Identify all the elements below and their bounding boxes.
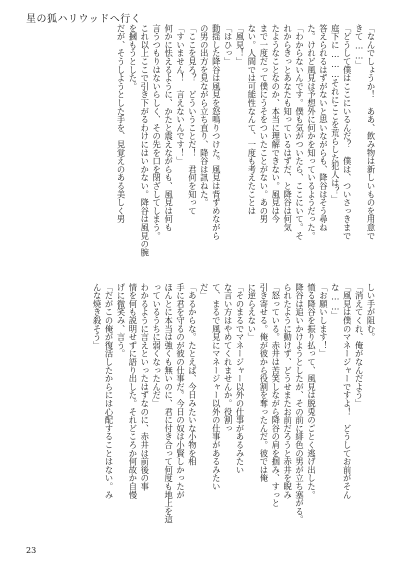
text-line: しい手が阻む。 <box>366 283 376 342</box>
text-line: 憤る降谷を振り払って、風見は脱兎のごとく逃げ出した。 <box>306 283 317 499</box>
text-line: 「風見は僕のマネージャーですよ！ どうしてお前がそん <box>342 283 353 499</box>
text-line: 「風見！」 <box>235 24 246 66</box>
text-line: な言い方はやめてくれませんか。役割っ <box>223 283 234 433</box>
text-line: 何かに怯えるように、かたと震えながらも、風見は何も <box>163 24 174 232</box>
text-line: 引き寄せる。俺が彼から役割を奪ったんだ。彼では俺 <box>258 283 269 483</box>
text-line: きて……」 <box>354 24 365 69</box>
text-line: だが、そうしようとした手を、見覚えのある美しく男 <box>115 24 126 224</box>
text-line: て、まるで風見にマネージャー以外の仕事があるみたい <box>211 283 222 491</box>
text-line: ない。人間では可能性なんて、一度も考えたことは <box>246 24 257 215</box>
text-line: た。けれど風見は予想外に何かを知っているようだった。 <box>306 24 317 240</box>
text-line: 手に君を守るのが彼の仕事だ。今日の奴は小賢しかったが <box>175 283 186 499</box>
text-line: の男の出方を見ながら立ち直り、降谷は訊ねた。 <box>199 24 210 207</box>
text-line: 「だがこの俺が復活したからには心配することはない。み <box>104 283 115 499</box>
text-line: 動揺した降谷は風見を怒鳴りつけた。風見は背ずめながら <box>211 24 222 240</box>
text-line: 庭下に………それにここを荒らした犯人は？」 <box>330 24 341 204</box>
text-line: 答えられるはずがないと思いながらも、降谷はそう尋ね <box>318 24 329 232</box>
text-line: だ」 <box>199 283 210 300</box>
page-number: 23 <box>26 546 37 555</box>
text-line: 「なんでしょうか！ ああ、飲み物は新しいものを用意で <box>366 24 376 240</box>
text-line: 「お願いします！」 <box>318 283 329 358</box>
text-line: まで一度だって僕にうそをついたことがない。あの男 <box>258 24 269 224</box>
running-header: 星の狐ハリウッドへ行く <box>26 14 142 25</box>
text-line: 「怒っている。赤井は苦笑しながら降谷の肩を掴み、すっと <box>270 283 281 508</box>
text-line: ほんとに本当は強くも無いのに、君に付き合って何度も地上を這 <box>163 283 174 524</box>
text-line: 降谷は追いかけようとしたが、その前に緋色の男が立ち塞がる。 <box>294 283 305 524</box>
text-line: られたように動けず、どうせまたお前だろうと赤井を睨み <box>282 283 293 499</box>
text-line: 「すいません！ 言えないんです！」 <box>175 24 186 166</box>
text-line: 「そのまるでマネージャー以外の仕事があるみたい <box>235 283 246 474</box>
text-line: 情を何も説明せずに語り出した。それどころか何故か自慢 <box>127 283 138 499</box>
lower-text-block <box>24 283 376 533</box>
text-line: な……」 <box>330 283 341 320</box>
text-line: たようなことなのか、本当に理解できない。風見は今 <box>270 24 281 224</box>
text-line: 言うつもりはないらしく、その先を口を閉ざしてしまう。 <box>151 24 162 240</box>
text-line: っているうちに弱くなったんだ」 <box>151 283 162 408</box>
text-line: 「ここを見ろ？ どういうことだ！ 君何を知って <box>187 24 198 215</box>
text-line: に逆らえない」 <box>246 283 257 342</box>
text-line: これ以上ここで引き下がるわけにはいかない。降谷は風見の腕 <box>139 24 150 257</box>
text-line: れからきっとあなたも知っているはずだ、と降谷は何気 <box>282 24 293 232</box>
text-line: 「わからないんです。僕も気がついたら、ここにいて。そ <box>294 24 305 240</box>
text-line: んな焼き殺そう」 <box>92 283 103 350</box>
upper-text-block <box>24 24 376 274</box>
text-line: 「はひっ」 <box>223 24 234 66</box>
text-line: げに微笑み、言う。 <box>115 283 126 358</box>
text-line: 「消えてくれ、俺がなんだよう」 <box>354 283 365 408</box>
text-line: 「どうして僕はここにいるんだ？ 僕は、ついさっきまで <box>342 24 353 240</box>
text-line: わかるように言えといったはずなのに、赤井は前後の事 <box>139 283 150 491</box>
text-line: を摑もうとした。 <box>127 24 138 91</box>
text-line: 「あるからな。たとえば、今日みたいな小物を相 <box>187 283 198 466</box>
